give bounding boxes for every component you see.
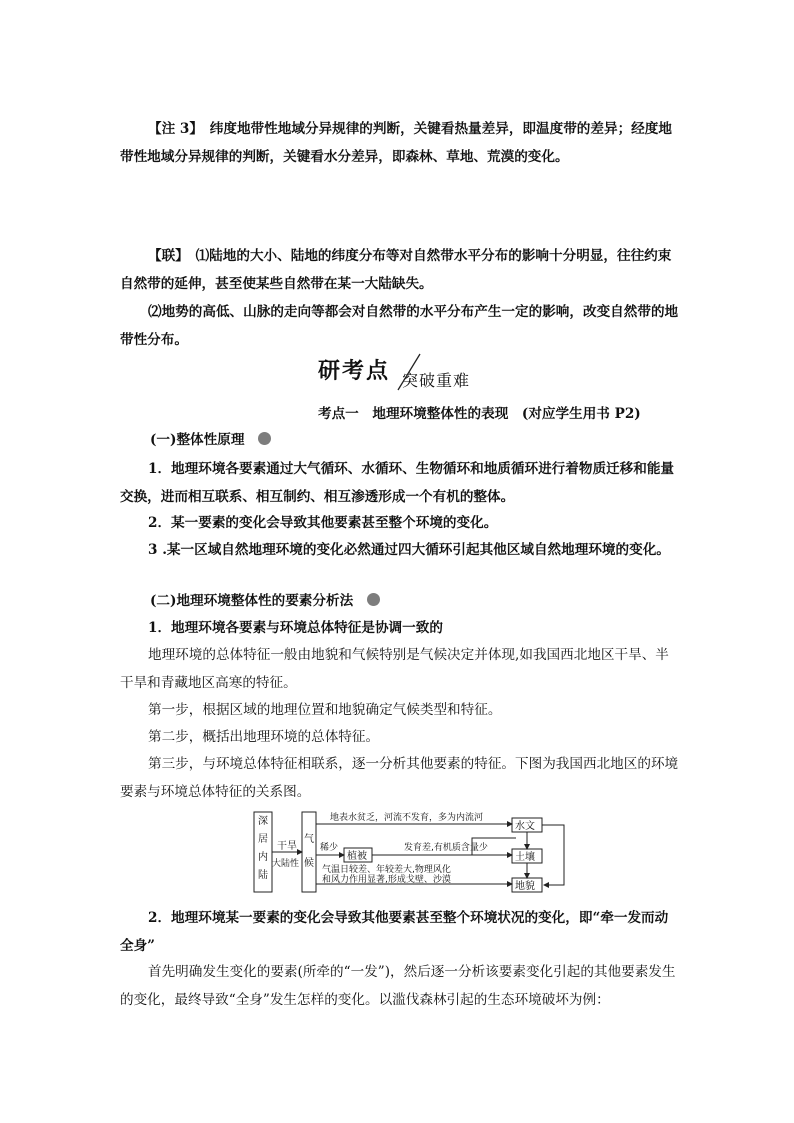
step-3: 第三步，与环境总体特征相联系，逐一分析其他要素的特征。下图为我国西北地区的环境要素与环境总体特征的关系图。 [120, 756, 679, 800]
bullet-dot-icon [258, 432, 271, 445]
left-box-char-2: 居 [258, 834, 268, 845]
left-box-char-4: 陆 [258, 870, 268, 881]
link-tag: 【联】 [148, 248, 182, 264]
arrow-top-label: 干旱 [277, 841, 297, 852]
left-box-char-3: 内 [258, 852, 268, 863]
note-3-text: 纬度地带性地域分异规律的判断，关键看热量差异，即温度带的差异；经度地带性地域分异规律的判断，关键看水分差异，即森林、草地、荒漠的变化。 [120, 121, 672, 165]
arrow-bottom-label: 大陆性 [272, 859, 300, 869]
vegetation-label: 植被 [347, 851, 367, 862]
part2-title [150, 587, 710, 615]
part1-item-3: 3 .某一区域自然地理环境的变化必然通过四大循环引起其他区域自然地理环境的变化。 [148, 542, 670, 558]
left-box-char-1: 深 [258, 816, 268, 827]
part2-sub1: 1．地理环境各要素与环境总体特征是协调一致的 [148, 620, 443, 636]
climate-char-1: 气 [304, 834, 314, 845]
part1-title [150, 426, 710, 454]
section-header-main: 研考点 [318, 359, 391, 384]
climate-char-2: 候 [304, 858, 314, 869]
soil-label: 土壤 [515, 852, 535, 863]
link-paragraph-2: ⑵地势的高低、山脉的走向等都会对自然带的水平分布产生一定的影响，改变自然带的地带性分布。 [120, 304, 679, 348]
section-header [318, 352, 518, 396]
part1-title-text: (一)整体性原理 [150, 432, 245, 448]
note-3-tag: 【注 3】 [148, 121, 197, 137]
landform-label: 地貌 [515, 881, 535, 892]
landform-line-text-1: 气温日较差、年较差大,物理风化 [322, 865, 451, 875]
part2-title-text: (二)地理环境整体性的要素分析法 [150, 593, 354, 609]
water-line-text: 地表水贫乏，河流不发育，多为内流河 [330, 813, 484, 823]
section-header-sub: 突破重难 [402, 371, 471, 390]
soil-line-text: 发育差,有机质含量少 [404, 843, 488, 853]
sparse-label: 稀少 [320, 843, 339, 853]
relationship-diagram [252, 806, 572, 898]
part1-item-1: 1．地理环境各要素通过大气循环、水循环、生物循环和地质循环进行着物质迁移和能量交换，进而相互联系、相互制约、相互渗透形成一个有机的整体。 [120, 461, 675, 505]
kaodian-title: 考点一 地理环境整体性的表现 (对应学生用书 P2) [318, 406, 641, 422]
climate-box [302, 812, 316, 892]
part2-sub2: 2．地理环境某一要素的变化会导致其他要素甚至整个环境状况的变化，即“牵一发而动全身” [120, 910, 669, 954]
link-paragraph-1 [120, 242, 680, 298]
bullet-dot-icon [367, 593, 380, 606]
note-3-paragraph [120, 115, 680, 171]
water-label: 水文 [515, 821, 535, 832]
link-text-1: ⑴陆地的大小、陆地的纬度分布等对自然带水平分布的影响十分明显，往往约束自然带的延伸，甚至使某些自然带在某一大陆缺失。 [120, 248, 672, 292]
step-2: 第二步，概括出地理环境的总体特征。 [148, 729, 380, 745]
landform-line-text-2: 和风力作用显著,形成戈壁、沙漠 [322, 875, 451, 885]
part1-item-2: 2．某一要素的变化会导致其他要素甚至整个环境的变化。 [148, 515, 498, 531]
part2-para1: 地理环境的总体特征一般由地貌和气候特别是气候决定并体现,如我国西北地区干旱、半干旱和青藏地区高寒的特征。 [120, 647, 669, 691]
part2-para2: 首先明确发生变化的要素(所牵的“一发”)，然后逐一分析该要素变化引起的其他要素发生的变化，最终导致“全身”发生怎样的变化。以滥伐森林引起的生态环境破坏为例： [120, 964, 676, 1008]
step-1: 第一步，根据区域的地理位置和地貌确定气候类型和特征。 [148, 702, 502, 718]
